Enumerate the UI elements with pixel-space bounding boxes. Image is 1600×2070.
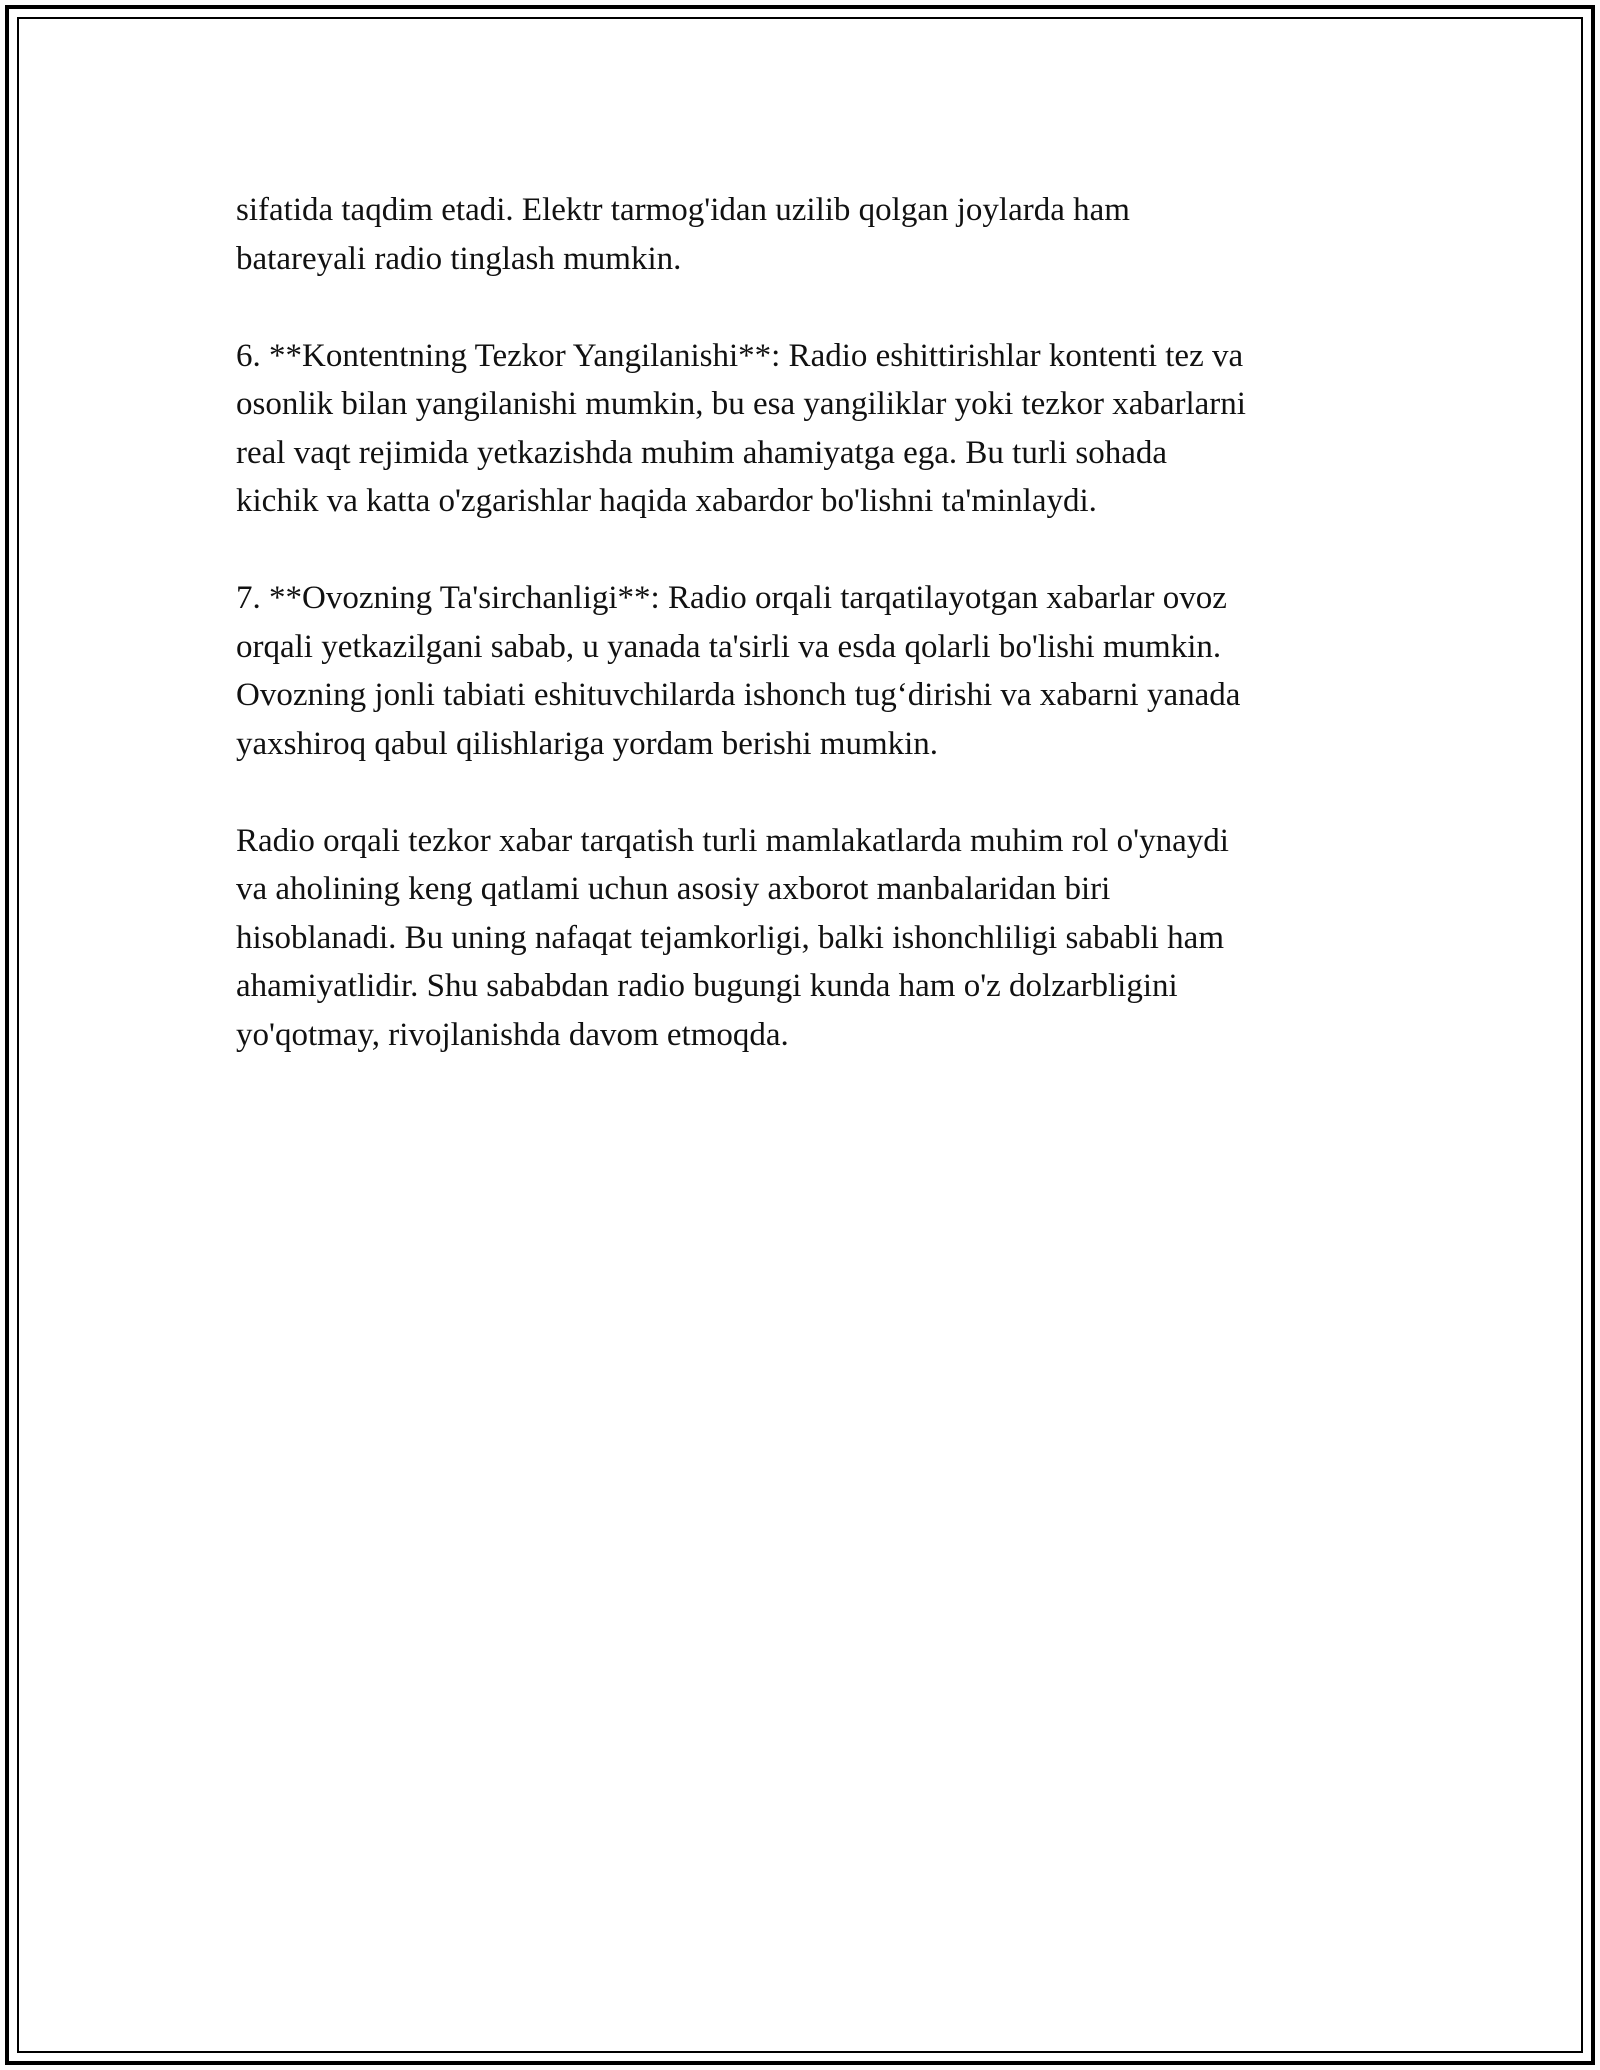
text-line: 7. **Ovozning Ta'sirchanligi**: Radio orqali tarqatilayotgan xabarlar ovoz [236,580,1227,616]
text-line: orqali yetkazilgani sabab, u yanada ta'sirli va esda qolarli bo'lishi mumkin. [236,628,1222,665]
paragraph-conclusion [236,817,1416,1060]
paragraph-spacer [236,768,1416,817]
text-line: kichik va katta o'zgarishlar haqida xabardor bo'lishni ta'minlaydi. [236,483,1097,519]
paragraph [236,186,1416,283]
text-line: sifatida taqdim etadi. Elektr tarmog'idan uzilib qolgan joylarda ham [236,192,1130,228]
text-line: real vaqt rejimida yetkazishda muhim ahamiyatga ega. Bu turli sohada [236,434,1168,471]
document-body [236,186,1416,1059]
text-line: yaxshiroq qabul qilishlariga yordam berishi mumkin. [236,725,939,762]
text-line: va aholining keng qatlami uchun asosiy axborot manbalaridan biri [236,871,1111,907]
text-line: ahamiyatlidir. Shu sababdan radio bugungi kunda ham o'z dolzarbligini [236,968,1178,1004]
paragraph-spacer [236,283,1416,332]
text-line: batareyali radio tinglash mumkin. [236,240,682,277]
text-line: osonlik bilan yangilanishi mumkin, bu esa yangiliklar yoki tezkor xabarlarni [236,386,1246,422]
text-line: 6. **Kontentning Tezkor Yangilanishi**: Radio eshittirishlar kontenti tez va [236,337,1244,374]
text-line: yo'qotmay, rivojlanishda davom etmoqda. [236,1016,789,1053]
paragraph-item-6 [236,332,1416,526]
text-line: Radio orqali tezkor xabar tarqatish turli mamlakatlarda muhim rol o'ynaydi [236,822,1229,859]
paragraph-spacer [236,526,1416,575]
text-line: Ovozning jonli tabiati eshituvchilarda ishonch tug‘dirishi va xabarni yanada [236,677,1241,713]
paragraph-item-7 [236,574,1416,768]
text-line: hisoblanadi. Bu uning nafaqat tejamkorligi, balki ishonchliligi sababli ham [236,919,1224,956]
